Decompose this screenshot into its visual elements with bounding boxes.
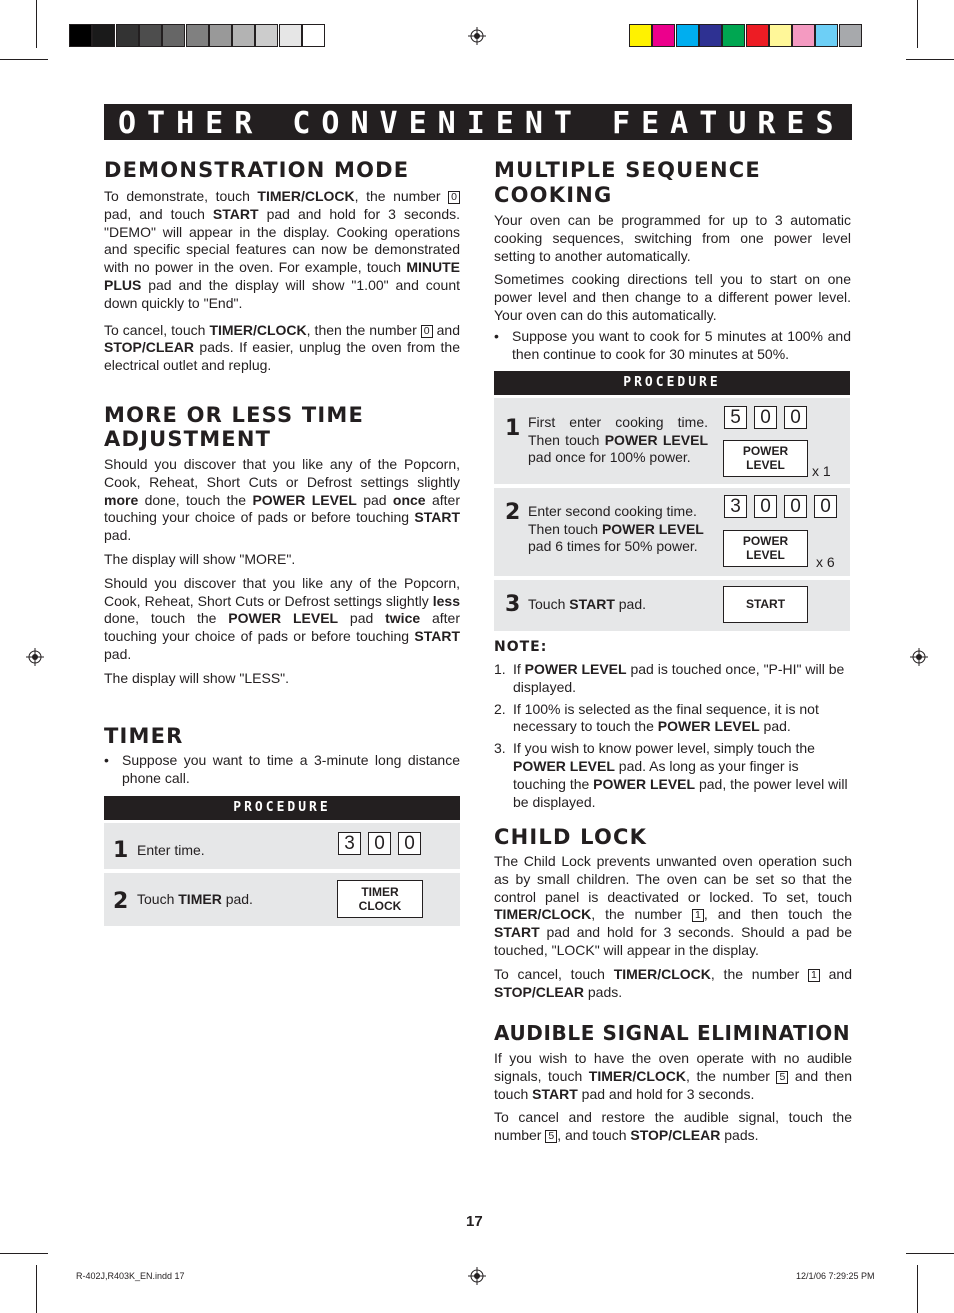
audible-paragraph-1: If you wish to have the oven operate with no audible signals, touch TIMER/CLOCK, the number 5 and then touch START pad and hold for 3 seconds. [494, 1050, 852, 1102]
less-paragraph: Should you discover that you like any of the Popcorn, Cook, Reheat, Short Cuts or Defrost settings slightly less done, touch the POWER LEVEL pad twice after touching your choice of pads or before touching START pad. [104, 574, 460, 662]
color-swatch [769, 24, 792, 47]
digit-pad[interactable]: 0 [754, 495, 777, 518]
color-swatch [815, 24, 838, 47]
press-count: x 6 [816, 554, 835, 570]
gray-swatch [139, 24, 162, 47]
multi-step-1 [494, 398, 850, 484]
more-less-heading: MORE OR LESS TIME ADJUSTMENT [104, 403, 365, 451]
color-swatch [746, 24, 769, 47]
number-key: 0 [448, 191, 460, 204]
gray-swatch [279, 24, 302, 47]
timer-clock-button[interactable]: TIMER CLOCK [337, 880, 423, 918]
digit-pad[interactable]: 5 [724, 406, 747, 429]
step-text: Touch TIMER pad. [137, 891, 253, 907]
child-lock-paragraph-2: To cancel, touch TIMER/CLOCK, the number 1 and STOP/CLEAR pads. [494, 965, 852, 1000]
list-item: 2. If 100% is selected as the final sequence, it is not necessary to touch the POWER LEVEL pad. [494, 700, 819, 735]
footer-file-info: R-402J,R403K_EN.indd 17 [76, 1271, 185, 1281]
multi-paragraph-1: Your oven can be programmed for up to 3 automatic cooking sequences, switching from one power level setting to another automatically. [494, 212, 851, 264]
color-swatch [652, 24, 675, 47]
start-button[interactable]: START [723, 586, 808, 623]
demo-body [104, 188, 460, 381]
color-swatch [792, 24, 815, 47]
demo-paragraph-2: To cancel, touch TIMER/CLOCK, then the number 0 and STOP/CLEAR pads. If easier, unplug the oven from the electrical outlet and replug. [104, 321, 460, 374]
number-key: 1 [692, 909, 704, 922]
step-number: 1 [113, 838, 129, 863]
more-display-text: The display will show "MORE". [104, 550, 296, 567]
footer-timestamp: 12/1/06 7:29:25 PM [796, 1271, 875, 1281]
multi-paragraph-2: Sometimes cooking directions tell you to start on one power level and then change to a different power level. Your oven can do this automatically. [494, 271, 851, 323]
registration-mark-icon [26, 648, 44, 666]
audible-heading: AUDIBLE SIGNAL ELIMINATION [494, 1021, 851, 1045]
page-title: OTHER CONVENIENT FEATURES [118, 106, 845, 141]
digit-pad[interactable]: 0 [398, 832, 421, 855]
color-swatch [629, 24, 652, 47]
number-key: 5 [776, 1071, 788, 1084]
step-number: 2 [505, 500, 521, 525]
multi-body [494, 212, 851, 331]
note-heading: NOTE: [494, 639, 548, 655]
gray-swatch [162, 24, 185, 47]
child-lock-body [494, 853, 852, 1007]
number-key: 0 [421, 325, 433, 338]
color-swatch [722, 24, 745, 47]
multi-heading: MULTIPLE SEQUENCE COOKING [494, 158, 761, 207]
list-item: 1. If POWER LEVEL pad is touched once, "P-HI" will be displayed. [494, 661, 845, 695]
digit-pad[interactable]: 0 [784, 495, 807, 518]
registration-mark-icon [468, 1267, 486, 1285]
timer-step-2 [104, 873, 460, 926]
note-list [494, 661, 851, 811]
step-text: Enter second cooking time. Then touch POWER LEVEL pad 6 times for 50% power. [528, 503, 704, 554]
registration-mark-icon [910, 648, 928, 666]
demo-paragraph-1: To demonstrate, touch TIMER/CLOCK, the number 0 pad, and touch START pad and hold for 3 seconds. "DEMO" will appear in the display. Cooking operations and specific special features can now be demonstrated with no power in the oven. For example, touch MINUTE PLUS pad and the display will show "1.00" and count down quickly to "End". [104, 188, 460, 311]
number-key: 5 [545, 1130, 557, 1143]
digit-pad[interactable]: 0 [368, 832, 391, 855]
step-number: 2 [113, 889, 129, 914]
timer-procedure-header: PROCEDURE [104, 796, 460, 820]
digit-pad[interactable]: 0 [754, 406, 777, 429]
power-level-button[interactable]: POWER LEVEL [723, 440, 808, 477]
list-item: 3. If you wish to know power level, simply touch the POWER LEVEL pad. As long as your finger is touching the POWER LEVEL pad, the power level will be displayed. [494, 740, 848, 810]
more-less-body [104, 456, 460, 694]
color-swatch [699, 24, 722, 47]
gray-swatch [69, 24, 92, 47]
digit-pad[interactable]: 3 [724, 495, 747, 518]
digit-pad[interactable]: 3 [338, 832, 361, 855]
multi-step-2 [494, 488, 850, 576]
more-paragraph: Should you discover that you like any of the Popcorn, Cook, Reheat, Short Cuts or Defrost settings slightly more done, touch the POWER LEVEL pad once after touching your choice of pads or before touching START pad. [104, 456, 460, 544]
gray-swatch [302, 24, 325, 47]
press-count: x 1 [812, 463, 831, 479]
step-number: 3 [505, 592, 521, 617]
timer-heading: TIMER [104, 724, 184, 748]
step-text: Touch START pad. [528, 596, 647, 612]
gray-swatch [116, 24, 139, 47]
gray-swatch [232, 24, 255, 47]
gray-swatch [209, 24, 232, 47]
number-key: 1 [808, 969, 820, 982]
timer-bullet: • Suppose you want to time a 3-minute long distance phone call. [104, 752, 460, 786]
demo-heading: DEMONSTRATION MODE [104, 158, 410, 182]
audible-body [494, 1050, 852, 1151]
multi-procedure-header: PROCEDURE [494, 371, 850, 395]
gray-swatch [92, 24, 115, 47]
less-display-text: The display will show "LESS". [104, 669, 290, 686]
step-text: First enter cooking time. Then touch POWER LEVEL pad once for 100% power. [528, 414, 709, 465]
audible-paragraph-2: To cancel and restore the audible signal, touch the number 5 , and touch STOP/CLEAR pads. [494, 1109, 852, 1144]
color-swatch [676, 24, 699, 47]
child-lock-paragraph-1: The Child Lock prevents unwanted oven operation such as by small children. The oven can be set so that the control panel is deactivated or locked. To set, touch TIMER/CLOCK, the number 1 , and then touch the START pad and hold for 3 seconds. Should a pad be touched, "LOCK" will appear in the display. [494, 853, 852, 958]
step-number: 1 [505, 416, 521, 441]
timer-step-1 [104, 823, 460, 869]
child-lock-heading: CHILD LOCK [494, 825, 648, 849]
title-banner [104, 104, 852, 140]
digit-pad[interactable]: 0 [814, 495, 837, 518]
multi-step-3 [494, 580, 850, 631]
color-swatch [839, 24, 862, 47]
registration-mark-icon [468, 27, 486, 45]
step-text: Enter time. [137, 842, 205, 858]
gray-swatch [255, 24, 278, 47]
multi-bullet: • Suppose you want to cook for 5 minutes at 100% and then continue to cook for 30 minutes at 50%. [494, 328, 851, 362]
power-level-button[interactable]: POWER LEVEL [723, 530, 808, 567]
page-number: 17 [466, 1213, 483, 1230]
gray-swatch [186, 24, 209, 47]
digit-pad[interactable]: 0 [784, 406, 807, 429]
